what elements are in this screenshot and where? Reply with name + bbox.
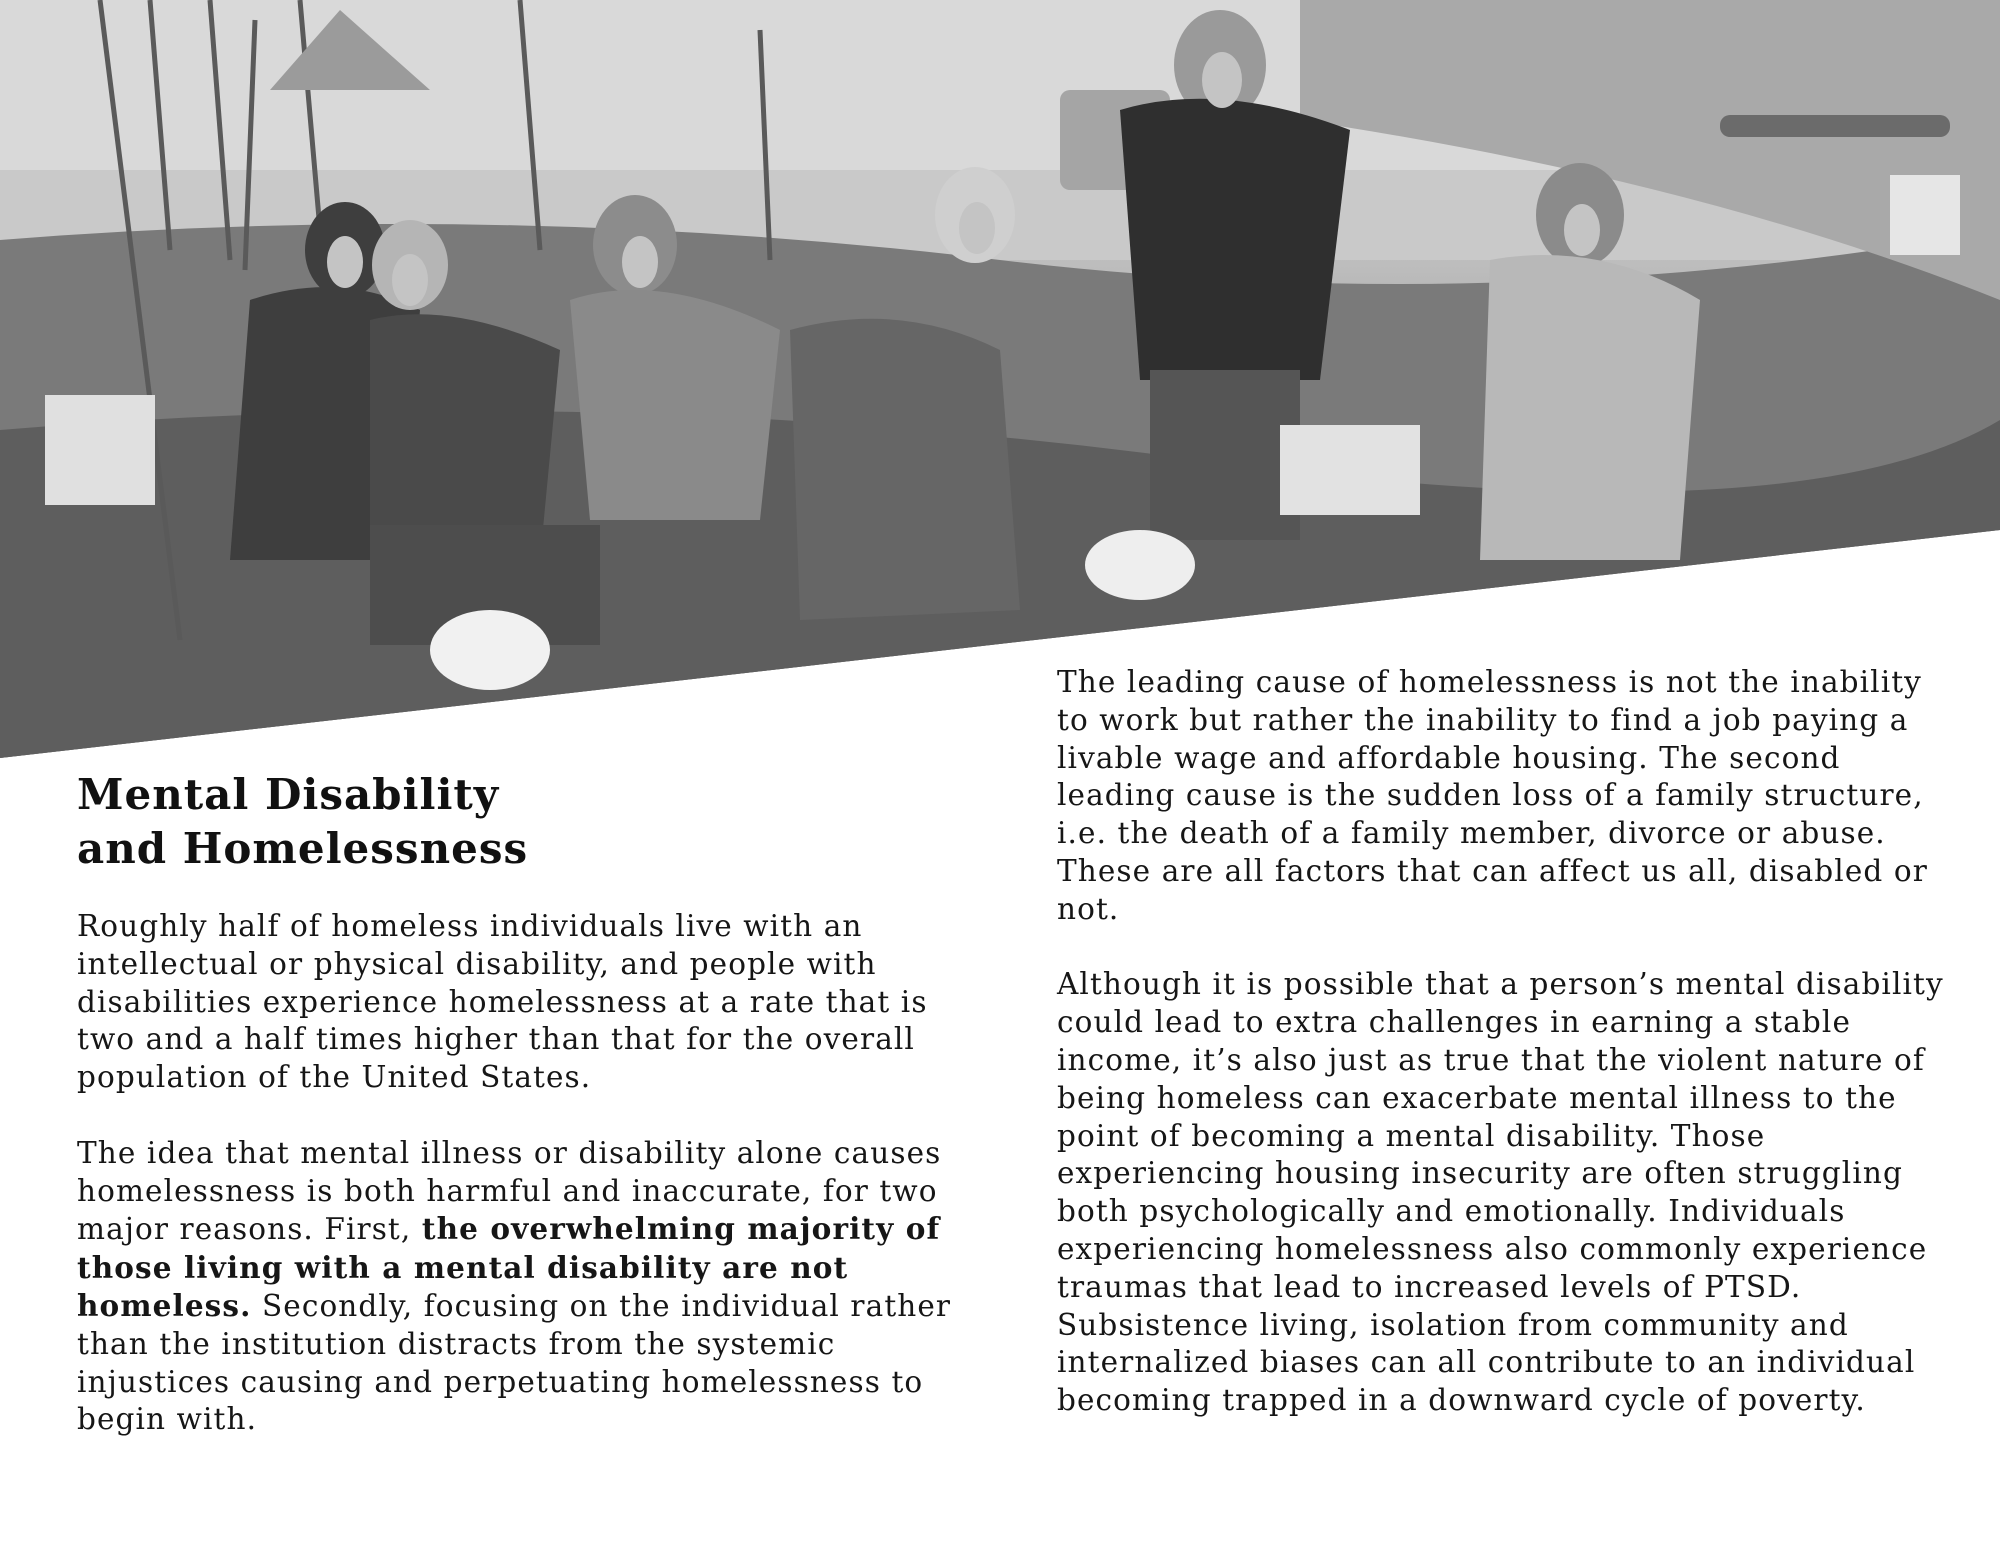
text-line: population of the United States. [77, 1060, 592, 1095]
text-line: Although it is possible that a person’s mental disability [1057, 967, 1944, 1002]
encampment-photo [0, 0, 2000, 760]
text-line: income, it’s also just as true that the violent nature of [1057, 1042, 1925, 1077]
text-line: The idea that mental illness or disability alone causes [77, 1135, 942, 1170]
left-paragraph-1 [77, 908, 951, 1097]
text-line: experiencing homelessness also commonly experience [1057, 1231, 1928, 1266]
text-line: not. [1057, 891, 1120, 926]
text-line: experiencing housing insecurity are often struggling [1057, 1156, 1903, 1191]
text-line: to work but rather the inability to find a job paying a [1057, 702, 1909, 737]
text-line [77, 1287, 951, 1326]
text-line: disabilities experience homelessness at a rate that is [77, 984, 928, 1019]
right-paragraph-2 [1057, 966, 1944, 1420]
text-line: two and a half times higher than that for the overall [77, 1022, 915, 1057]
text-line: traumas that lead to increased levels of PTSD. [1057, 1269, 1802, 1304]
text-line: point of becoming a mental disability. Those [1057, 1118, 1766, 1153]
right-column [1057, 664, 1944, 1420]
title-line-1: Mental Disability [77, 770, 500, 819]
text-line: Subsistence living, isolation from community and [1057, 1307, 1849, 1342]
text-emphasis: homeless. [77, 1287, 252, 1323]
text-line: internalized biases can all contribute to an individual [1057, 1345, 1916, 1380]
text-emphasis: the overwhelming majority of [421, 1211, 941, 1247]
text-line: injustices causing and perpetuating homelessness to [77, 1364, 924, 1399]
page-title [77, 768, 717, 876]
photo-illustration [0, 0, 2000, 760]
text-plain: Secondly, focusing on the individual rather [251, 1288, 952, 1323]
text-line: being homeless can exacerbate mental illness to the [1057, 1080, 1897, 1115]
text-line: both psychologically and emotionally. Individuals [1057, 1194, 1846, 1229]
text-line: intellectual or physical disability, and people with [77, 946, 877, 981]
text-emphasis-line: those living with a mental disability are not [77, 1250, 849, 1286]
text-line: i.e. the death of a family member, divorce or abuse. [1057, 816, 1886, 851]
text-plain: major reasons. First, [77, 1212, 422, 1247]
text-line: becoming trapped in a downward cycle of poverty. [1057, 1383, 1866, 1418]
text-line: These are all factors that can affect us all, disabled or [1057, 853, 1928, 888]
text-line: The leading cause of homelessness is not the inability [1057, 665, 1922, 699]
text-line: livable wage and affordable housing. The second [1057, 740, 1841, 775]
text-line: could lead to extra challenges in earning a stable [1057, 1005, 1851, 1040]
text-line: homelessness is both harmful and inaccurate, for two [77, 1173, 938, 1208]
text-line: Roughly half of homeless individuals live with an [77, 909, 863, 943]
text-line: leading cause is the sudden loss of a family structure, [1057, 778, 1924, 813]
text-line: than the institution distracts from the systemic [77, 1326, 836, 1361]
title-line-2: and Homelessness [77, 824, 529, 873]
text-line: begin with. [77, 1402, 258, 1437]
right-paragraph-1 [1057, 664, 1944, 929]
text-line [77, 1210, 951, 1249]
left-paragraph-2 [77, 1135, 951, 1439]
left-column [77, 908, 951, 1439]
